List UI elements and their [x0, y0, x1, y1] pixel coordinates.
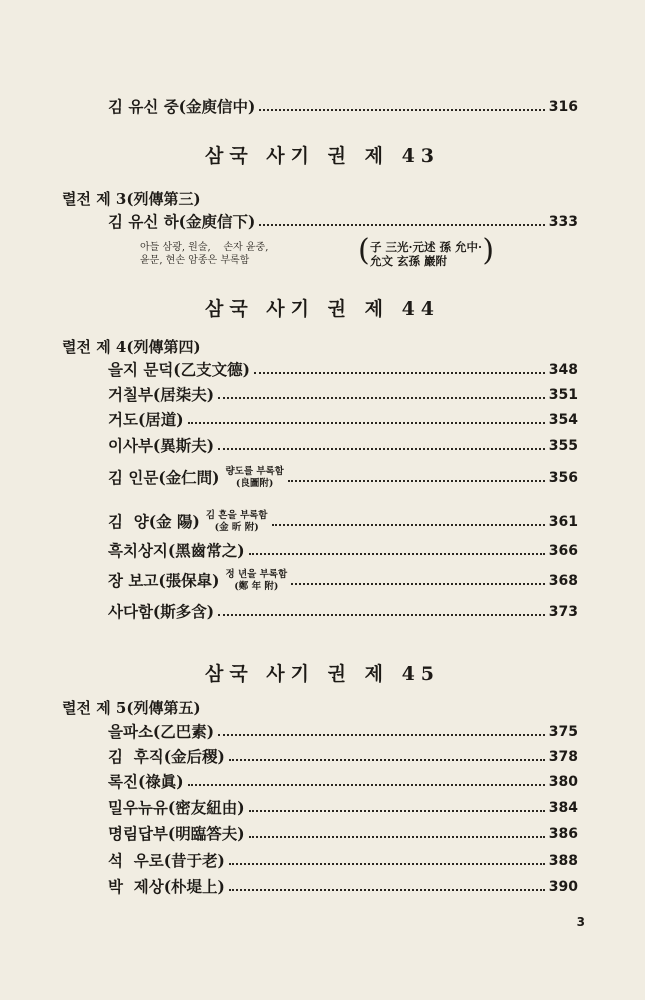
toc-entry-page: 351: [548, 387, 578, 403]
toc-entry-page: 316: [548, 99, 578, 115]
toc-entry-title: 김 유신 중(金庾信中): [108, 97, 256, 116]
toc-entry-page: 388: [548, 853, 578, 869]
toc-entry-title: 김 인문(金仁問): [108, 468, 220, 487]
toc-entry-title: 명림답부(明臨答夫): [108, 824, 245, 843]
toc-entry[interactable]: [108, 747, 578, 767]
volume-heading: 삼국 사기 권 제 43: [204, 145, 441, 167]
toc-entry-page: 354: [548, 412, 578, 428]
leader-dots: [218, 448, 545, 450]
toc-entry-page: 366: [548, 543, 578, 559]
note-line: (鄭 年 附): [234, 581, 279, 592]
section-label: 렬전 제 3(列傳第三): [62, 190, 201, 208]
toc-entry[interactable]: [108, 212, 578, 232]
toc-entry-page: 356: [548, 470, 578, 486]
toc-entry-title: 김 양(金 陽): [108, 512, 200, 531]
toc-entry-title: 거도(居道): [108, 410, 184, 429]
toc-entry-page: 375: [548, 724, 578, 740]
leader-dots: [288, 480, 545, 482]
entry-note: [140, 241, 268, 267]
toc-entry[interactable]: [108, 772, 578, 792]
toc-entry[interactable]: [108, 97, 578, 117]
entry-note-bracket: [362, 240, 490, 268]
leader-dots: [272, 524, 545, 526]
toc-entry-title: 박 제상(朴堤上): [108, 877, 225, 896]
section-label: 렬전 제 5(列傳第五): [62, 699, 201, 717]
note-line: ( 子 三光·元述 孫 允中·: [370, 240, 483, 254]
leader-dots: [188, 784, 545, 786]
page-number: 3: [576, 915, 585, 929]
toc-entry[interactable]: [108, 851, 578, 871]
note-line: 정 년을 부록함: [225, 569, 288, 580]
toc-entry-title: 김 후직(金后稷): [108, 747, 225, 766]
volume-heading: 삼국 사기 권 제 44: [204, 298, 441, 320]
toc-entry-title: 거칠부(居柒夫): [108, 385, 215, 404]
toc-entry-page: 373: [548, 604, 578, 620]
toc-entry-page: 386: [548, 826, 578, 842]
toc-entry-page: 348: [548, 362, 578, 378]
toc-entry-page: 333: [548, 214, 578, 230]
note-line: 아들 삼광, 원술, 손자 윤중,: [140, 242, 269, 253]
toc-entry[interactable]: [108, 385, 578, 405]
section-label: 렬전 제 4(列傳第四): [62, 338, 201, 356]
volume-heading: 삼국 사기 권 제 45: [204, 663, 441, 685]
note-line: 량도를 부록함: [225, 466, 284, 477]
entry-note: [225, 569, 287, 593]
toc-entry-page: 368: [548, 573, 578, 589]
note-line: (金 昕 附): [214, 522, 259, 533]
toc-entry-page: 380: [548, 774, 578, 790]
leader-dots: [259, 109, 544, 111]
toc-entry[interactable]: [108, 722, 578, 742]
toc-entry[interactable]: [108, 541, 578, 561]
toc-entry[interactable]: [108, 360, 578, 380]
toc-entry-title: 을지 문덕(乙支文德): [108, 360, 250, 379]
toc-entry-page: 390: [548, 879, 578, 895]
leader-dots: [218, 734, 545, 736]
entry-note: [206, 510, 268, 534]
leader-dots: [229, 889, 545, 891]
toc-entry[interactable]: [108, 466, 578, 490]
leader-dots: [218, 397, 545, 399]
toc-entry-title: 밀우뉴유(密友紐由): [108, 798, 245, 817]
leader-dots: [254, 372, 545, 374]
entry-note: [225, 466, 283, 490]
toc-entry-title: 이사부(異斯夫): [108, 436, 215, 455]
toc-entry-title: 김 유신 하(金庾信下): [108, 212, 256, 231]
toc-entry[interactable]: [108, 798, 578, 818]
toc-entry[interactable]: [108, 410, 578, 430]
leader-dots: [229, 759, 545, 761]
leader-dots: [259, 224, 544, 226]
toc-entry[interactable]: [108, 569, 578, 593]
toc-entry-title: 을파소(乙巴素): [108, 722, 215, 741]
toc-entry[interactable]: [108, 602, 578, 622]
leader-dots: [229, 863, 545, 865]
toc-entry-page: 361: [548, 514, 578, 530]
note-line: 윤문, 현손 암종은 부록함: [140, 255, 250, 266]
leader-dots: [249, 553, 545, 555]
toc-entry[interactable]: [108, 510, 578, 534]
note-line: 允文 玄孫 巖附: [370, 254, 448, 268]
toc-entry-title: 장 보고(張保皐): [108, 571, 220, 590]
leader-dots: [188, 422, 545, 424]
toc-entry[interactable]: [108, 824, 578, 844]
toc-entry[interactable]: [108, 436, 578, 456]
toc-entry[interactable]: [108, 877, 578, 897]
note-line: (良圖附): [235, 478, 274, 489]
toc-entry-title: 사다함(斯多含): [108, 602, 215, 621]
leader-dots: [291, 583, 545, 585]
toc-entry-title: 석 우로(昔于老): [108, 851, 225, 870]
leader-dots: [249, 810, 545, 812]
toc-entry-title: 흑치상지(黑齒常之): [108, 541, 245, 560]
note-line: 김 흔을 부록함: [205, 510, 268, 521]
toc-entry-page: 384: [548, 800, 578, 816]
leader-dots: [218, 614, 545, 616]
toc-entry-page: 355: [548, 438, 578, 454]
toc-entry-page: 378: [548, 749, 578, 765]
leader-dots: [249, 836, 545, 838]
toc-entry-title: 록진(祿眞): [108, 772, 184, 791]
